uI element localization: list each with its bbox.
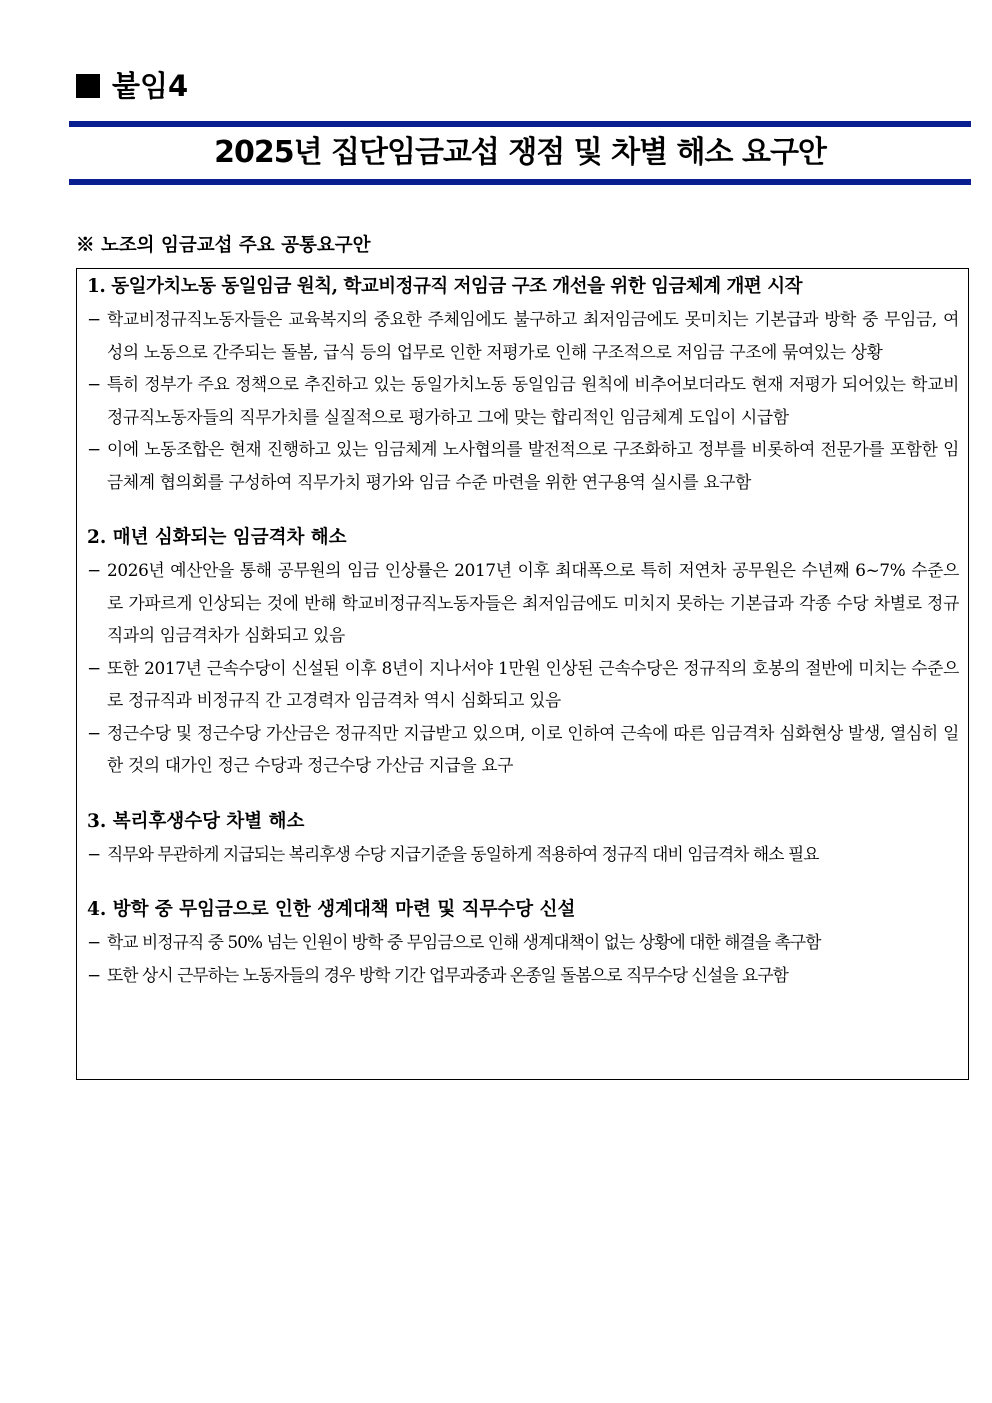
demand-heading: 3. 복리후생수당 차별 해소 — [87, 810, 305, 832]
dash-marker: − — [87, 964, 101, 985]
dash-marker: − — [87, 560, 101, 580]
dash-marker: − — [87, 657, 101, 678]
page-title: 2025년 집단임금교섭 쟁점 및 차별 해소 요구안 — [214, 135, 826, 170]
demand-heading: 2. 매년 심화되는 임금격차 해소 — [87, 527, 347, 548]
demand-section-3 — [87, 806, 959, 871]
list-item — [87, 303, 959, 368]
section-subtitle: ※ 노조의 임금교섭 주요 공통요구안 — [76, 235, 371, 256]
list-item — [87, 717, 959, 782]
bullet-text: 또한 상시 근무하는 노동자들의 경우 방학 기간 업무과중과 온종일 돌봄으로 직무수당 신설을 요구함 — [107, 964, 788, 985]
list-item — [87, 368, 959, 433]
demand-bullets — [87, 838, 959, 871]
bullet-text: 이에 노동조합은 현재 진행하고 있는 임금체계 노사협의를 발전적으로 구조화하고 정부를 비롯하여 전문가를 포함한 임금체계 협의회를 구성하여 직무가치 평가와 임금 수준 마련을 위한 연구용역 실시를 요구함 — [107, 439, 959, 492]
dash-marker: − — [87, 932, 101, 952]
bullet-text: 또한 2017년 근속수당이 신설된 이후 8년이 지나서야 1만원 인상된 근속수당은 정규직의 호봉의 절반에 미치는 수준으로 정규직과 비정규직 간 고경력자 임금격차 역시 심화되고 있음 — [107, 657, 959, 710]
square-bullet-icon — [76, 74, 100, 98]
title-bottom-rule — [69, 179, 971, 185]
bullet-text: 직무와 무관하게 지급되는 복리후생 수당 지급기준을 동일하게 적용하여 정규직 대비 임금격차 해소 필요 — [107, 843, 819, 864]
bullet-text: 정근수당 및 정근수당 가산금은 정규직만 지급받고 있으며, 이로 인하여 근속에 따른 임금격차 심화현상 발생, 열심히 일한 것의 대가인 정근 수당과 정근수당 가산금 지급을 요구 — [107, 722, 959, 775]
demand-section-2 — [87, 522, 959, 782]
demand-bullets — [87, 926, 959, 991]
bullet-text: 특히 정부가 주요 정책으로 추진하고 있는 동일가치노동 동일임금 원칙에 비추어보더라도 현재 저평가 되어있는 학교비정규직노동자들의 직무가치를 실질적으로 평가하고 그에 맞는 합리적인 임금체계 도입이 시급함 — [107, 374, 959, 427]
list-item — [87, 926, 959, 959]
dash-marker: − — [87, 843, 101, 864]
demand-heading: 4. 방학 중 무임금으로 인한 생계대책 마련 및 직무수당 신설 — [87, 899, 576, 920]
attachment-label-text: 붙임4 — [112, 69, 189, 103]
bullet-text: 학교비정규직노동자들은 교육복지의 중요한 주체임에도 불구하고 최저임금에도 못미치는 기본급과 방학 중 무임금, 여성의 노동으로 간주되는 돌봄, 급식 등의 업무로 인한 저평가로 인해 구조적으로 저임금 구조에 묶여있는 상황 — [107, 309, 959, 362]
list-item — [87, 838, 959, 871]
title-top-rule — [69, 121, 971, 127]
demand-bullets — [87, 554, 959, 782]
demand-heading: 1. 동일가치노동 동일임금 원칙, 학교비정규직 저임금 구조 개선을 위한 임금체계 개편 시작 — [87, 276, 802, 297]
demand-bullets — [87, 303, 959, 498]
demands-box — [76, 268, 969, 1080]
dash-marker: − — [87, 722, 101, 743]
list-item — [87, 433, 959, 498]
attachment-label — [76, 66, 188, 106]
dash-marker: − — [87, 439, 101, 459]
dash-marker: − — [87, 374, 101, 394]
list-item — [87, 959, 959, 992]
demand-section-4 — [87, 894, 959, 991]
dash-marker: − — [87, 309, 101, 329]
demand-section-1 — [87, 271, 959, 498]
list-item — [87, 652, 959, 717]
list-item — [87, 554, 959, 652]
bullet-text: 2026년 예산안을 통해 공무원의 임금 인상률은 2017년 이후 최대폭으로 특히 저연차 공무원은 수년째 6~7% 수준으로 가파르게 인상되는 것에 반해 학교비정규직노동자들은 최저임금에도 미치지 못하는 기본급과 각종 수당 차별로 정규직과의 임금격차가 심화되고 있음 — [107, 560, 959, 645]
bullet-text: 학교 비정규직 중 50% 넘는 인원이 방학 중 무임금으로 인해 생계대책이 없는 상황에 대한 해결을 촉구함 — [107, 932, 821, 952]
